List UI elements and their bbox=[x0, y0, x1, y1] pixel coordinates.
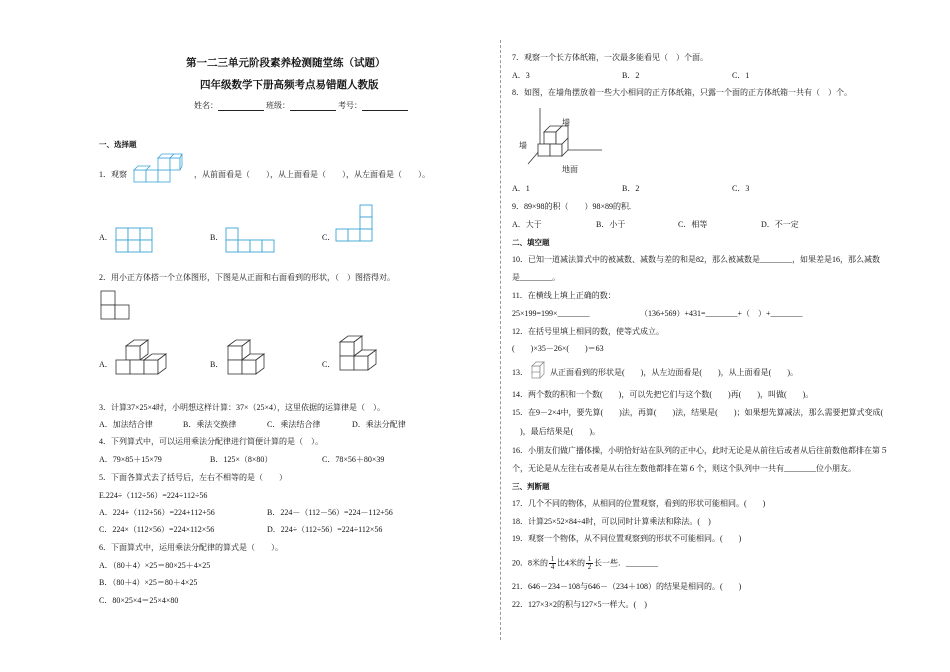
q2-option-c-cubes bbox=[338, 334, 384, 382]
q1-option-a[interactable]: A． bbox=[99, 233, 113, 242]
q8-wall-figure bbox=[522, 104, 612, 174]
q5-option-e[interactable]: E.224÷（112÷56）=224÷112÷56 bbox=[99, 491, 208, 500]
q20-fraction-2-den: 2 bbox=[587, 563, 592, 571]
q8-option-c[interactable]: C．3 bbox=[732, 184, 750, 193]
q8-option-b[interactable]: B．2 bbox=[622, 184, 640, 193]
q9-option-b[interactable]: B．小于 bbox=[596, 220, 626, 229]
q4-option-a[interactable]: A．79×85＋15×79 bbox=[99, 455, 162, 464]
q18-text: 18．计算25×52×84÷4时，可以同时计算乘法和除法。( ) bbox=[512, 517, 711, 526]
id-label: 考号： bbox=[338, 101, 362, 110]
q3-text: 3．计算37×25×4时，小明想这样计算：37×（25×4），这里依据的运算律是（ ）。 bbox=[99, 403, 386, 412]
q20-fraction-1-den: 4 bbox=[550, 563, 555, 571]
q6-option-b[interactable]: B．（80＋4）×25＝80＋4×25 bbox=[99, 578, 198, 587]
q7-option-a[interactable]: A．3 bbox=[512, 71, 530, 80]
q1-option-b-grid bbox=[226, 227, 276, 253]
q6-option-a[interactable]: A．（80＋4）×25＝80×25＋4×25 bbox=[99, 561, 211, 570]
q9-option-c[interactable]: C．相等 bbox=[678, 220, 708, 229]
q20-fraction-1 bbox=[549, 556, 556, 571]
q15-line2: )，最后结果是( )。 bbox=[512, 427, 600, 436]
q1-option-c-grid bbox=[336, 204, 376, 254]
q21-text: 21．646－234－108与646－（234＋108）的结果是相同的。( ) bbox=[512, 582, 742, 591]
q15-line1: 15．在9－2×4中，要先算( )法，再算( )法，结果是( )；如果想先算减法，那么需要把算式变成( bbox=[512, 408, 892, 417]
q9-text: 9．89×98的积（ ）98×89的积. bbox=[512, 202, 632, 211]
q1-option-b[interactable]: B． bbox=[210, 233, 224, 242]
student-info-line bbox=[194, 101, 408, 111]
q22-text: 22．127×3×2的积与127×5一样大。( ) bbox=[512, 600, 647, 609]
q17-text: 17．几个不同的物体，从相同的位置观察，看到的形状可能相同。( ) bbox=[512, 499, 766, 508]
q11-text: 11．在横线上填上正确的数： bbox=[512, 291, 616, 300]
q6-option-c[interactable]: C．80×25×4＝25×4×80 bbox=[99, 596, 179, 605]
q1-cube-figure bbox=[132, 150, 182, 190]
q2-option-a[interactable]: A． bbox=[99, 360, 113, 369]
q12-text: 12．在括号里填上相同的数，使等式成立。 bbox=[512, 327, 664, 336]
q7-text: 7．观察一个长方体纸箱，一次最多能看见（ ）个面。 bbox=[512, 53, 708, 62]
q5-option-a[interactable]: A．224+（112+56）=224+112+56 bbox=[99, 508, 215, 517]
q6-text: 6．下面算式中，运用乘法分配律的算式是（ ）。 bbox=[99, 543, 283, 552]
q4-option-c[interactable]: C．78×56＋80×39 bbox=[322, 455, 385, 464]
q4-text: 4．下列算式中，可以运用乘法分配律进行简便计算的是（ ）。 bbox=[99, 437, 323, 446]
q16-line2: 个，无论是从左往右或者是从右往左数他都排在第６个，则这个队列中一共有________位小朋友。 bbox=[512, 464, 856, 473]
q11-a[interactable]: 25×199=199×________ bbox=[512, 309, 590, 318]
q3-option-b[interactable]: B．乘法交换律 bbox=[183, 420, 237, 429]
q20-post: 长一些．________ bbox=[594, 558, 658, 568]
section-choice: 一、选择题 bbox=[99, 140, 137, 149]
q7-option-b[interactable]: B．2 bbox=[622, 71, 640, 80]
section-fill: 二、填空题 bbox=[512, 238, 550, 247]
q20-pre: 20．8米的 bbox=[512, 558, 548, 568]
q16-line1: 16．小朋友们做广播体操，小明恰好站在队列的正中心，此时无论是从前往后或者从后往前数他都排在第５ bbox=[512, 446, 888, 455]
class-label: 班级： bbox=[266, 101, 290, 110]
q3-option-a[interactable]: A．加法结合律 bbox=[99, 420, 153, 429]
q11-b[interactable]: （136+569）+431=________+（ ）+________ bbox=[640, 309, 803, 318]
q5-text: 5．下面各算式去了括号后，左右不相等的是（ ） bbox=[99, 473, 287, 482]
q20-mid: 比4米的 bbox=[557, 558, 585, 568]
q1-option-c[interactable]: C． bbox=[322, 233, 336, 242]
q1-option-a-grid bbox=[116, 227, 156, 253]
q8-text: 8．如图，在墙角摆放着一些大小相同的正方体纸箱，只露一个面的正方体纸箱一共有（ ）个。 bbox=[512, 88, 852, 97]
q12-equation[interactable]: ( )×35－26×( )＝63 bbox=[512, 344, 604, 353]
q9-option-a[interactable]: A．大于 bbox=[512, 220, 542, 229]
q20-fraction-1-num: 1 bbox=[550, 555, 555, 563]
q8-option-a[interactable]: A．1 bbox=[512, 184, 530, 193]
q10-line2: 是________。 bbox=[512, 273, 560, 282]
q3-option-c[interactable]: C．乘法结合律 bbox=[267, 420, 321, 429]
q2-text: 2．用小正方体搭一个立体图形，下图是从正面和右面看到的形状，（ ）图搭得对。 bbox=[99, 273, 395, 282]
q8-wall-label-1: 墙 bbox=[562, 118, 570, 127]
q8-wall-label-2: 墙 bbox=[519, 141, 527, 150]
q2-view-figure bbox=[100, 290, 132, 324]
column-divider bbox=[500, 40, 501, 640]
q5-option-b[interactable]: B．224－（112－56）=224－112+56 bbox=[267, 508, 393, 517]
id-field[interactable] bbox=[362, 102, 408, 111]
page-subtitle: 四年级数学下册高频考点易错题人教版 bbox=[200, 79, 379, 91]
name-label: 姓名： bbox=[194, 101, 218, 110]
q20-fraction-2-num: 1 bbox=[587, 555, 592, 563]
q13-cube-figure bbox=[530, 360, 548, 380]
q5-option-d[interactable]: D．224÷（112÷56）=224÷112×56 bbox=[267, 525, 383, 534]
q2-option-b[interactable]: B． bbox=[210, 360, 224, 369]
q19-text: 19．观察一个物体，从不同位置观察到的形状不可能相同。( ) bbox=[512, 534, 742, 543]
q2-option-a-cubes bbox=[114, 336, 170, 382]
class-field[interactable] bbox=[290, 102, 336, 111]
q7-option-c[interactable]: C．1 bbox=[732, 71, 750, 80]
name-field[interactable] bbox=[218, 102, 264, 111]
q13-text: 从正面看到的形状是( )，从左边面看是( )，从上面看是( )。 bbox=[550, 368, 798, 377]
q10-line1: 10．已知一道减法算式中的被减数、减数与差的和是82，那么被减数是________，如果差是16，那么减数 bbox=[512, 255, 880, 264]
q20-text bbox=[512, 556, 658, 571]
q5-option-c[interactable]: C．224×（112×56）=224×112×56 bbox=[99, 525, 215, 534]
q14-text: 14．两个数的积和一个数( )，可以先把它们与这个数( )再( )，叫做( )。 bbox=[512, 390, 814, 399]
q3-option-d[interactable]: D．乘法分配律 bbox=[352, 420, 406, 429]
q2-option-c[interactable]: C． bbox=[322, 360, 336, 369]
q1-pre: 1．观察 bbox=[99, 170, 127, 179]
q20-fraction-2 bbox=[586, 556, 593, 571]
page-title: 第一二三单元阶段素养检测随堂练（试题） bbox=[186, 57, 386, 69]
q9-option-d[interactable]: D．不一定 bbox=[761, 220, 799, 229]
q13-pre: 13． bbox=[512, 368, 528, 377]
q2-option-b-cubes bbox=[226, 336, 272, 382]
q1-text: ，从前面看是（ ），从上面看是（ ），从左面看是（ ）。 bbox=[194, 170, 430, 179]
section-judge: 三、判断题 bbox=[512, 482, 550, 491]
q8-floor-label: 地面 bbox=[562, 165, 578, 174]
q4-option-b[interactable]: B．125×（8×80） bbox=[210, 455, 273, 464]
